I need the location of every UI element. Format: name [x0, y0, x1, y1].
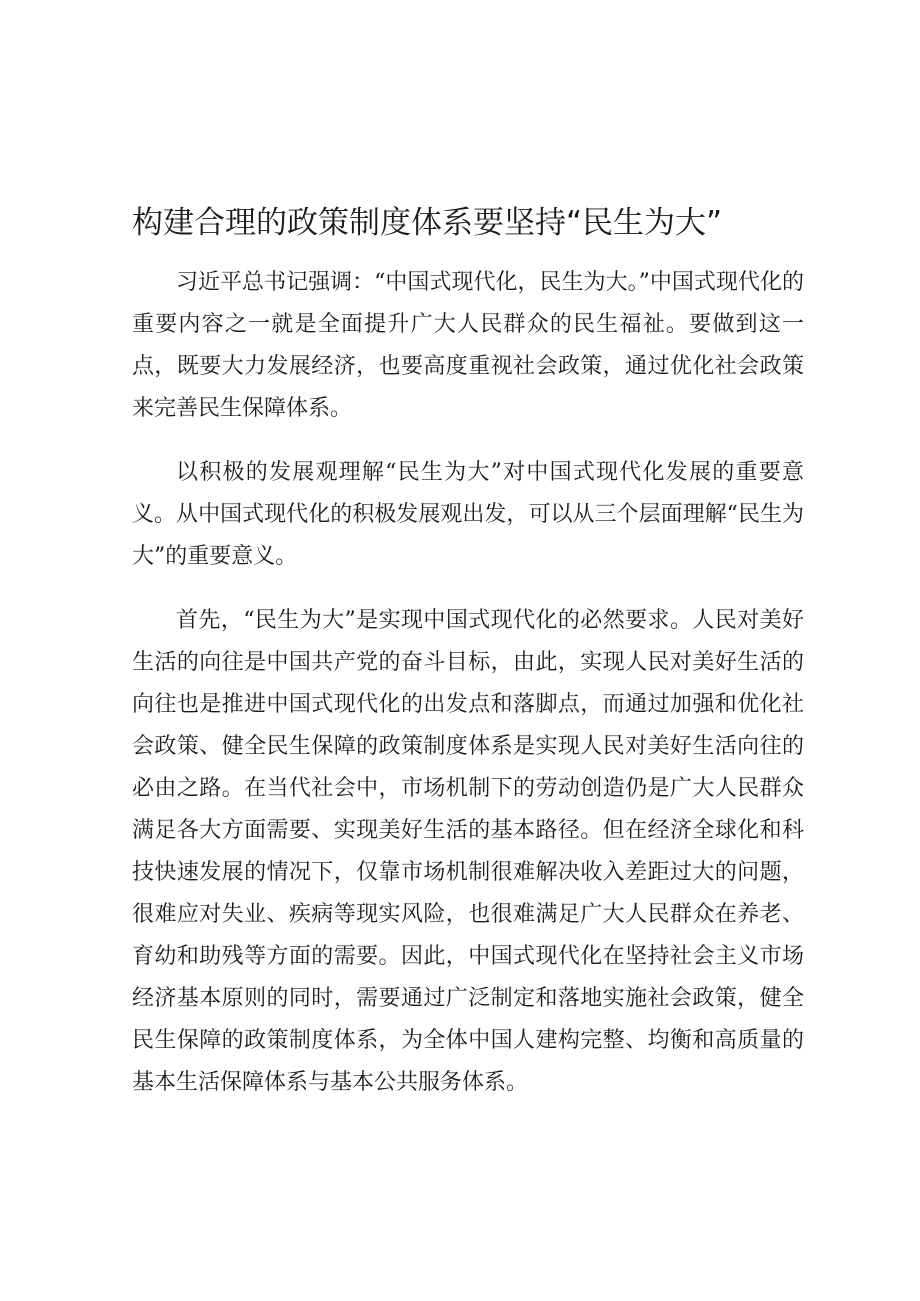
paragraph-significance: 以积极的发展观理解“民生为大”对中国式现代化发展的重要意义。从中国式现代化的积极发展观出发，可以从三个层面理解“民生为大”的重要意义。 [132, 460, 804, 569]
document-title: 构建合理的政策制度体系要坚持“民生为大” [132, 205, 723, 241]
paragraph-first-point: 首先，“民生为大”是实现中国式现代化的必然要求。人民对美好生活的向往是中国共产党的奋斗目标，由此，实现人民对美好生活的向往也是推进中国式现代化的出发点和落脚点，而通过加强和优化社会政策、健全民生保障的政策制度体系是实现人民对美好生活向往的必由之路。在当代社会中，市场机制下的劳动创造仍是广大人民群众满足各大方面需要、实现美好生活的基本路径。但在经济全球化和科技快速发展的情况下，仅靠市场机制很难解决收入差距过大的问题，很难应对失业、疾病等现实风险，也很难满足广大人民群众在养老、育幼和助残等方面的需要。因此，中国式现代化在坚持社会主义市场经济基本原则的同时，需要通过广泛制定和落地实施社会政策，健全民生保障的政策制度体系，为全体中国人建构完整、均衡和高质量的基本生活保障体系与基本公共服务体系。 [132, 608, 804, 1095]
paragraph-intro: 习近平总书记强调：“中国式现代化，民生为大。”中国式现代化的重要内容之一就是全面提升广大人民群众的民生福祉。要做到这一点，既要大力发展经济，也要高度重视社会政策，通过优化社会政策来完善民生保障体系。 [132, 270, 804, 421]
document-body [132, 262, 804, 1104]
